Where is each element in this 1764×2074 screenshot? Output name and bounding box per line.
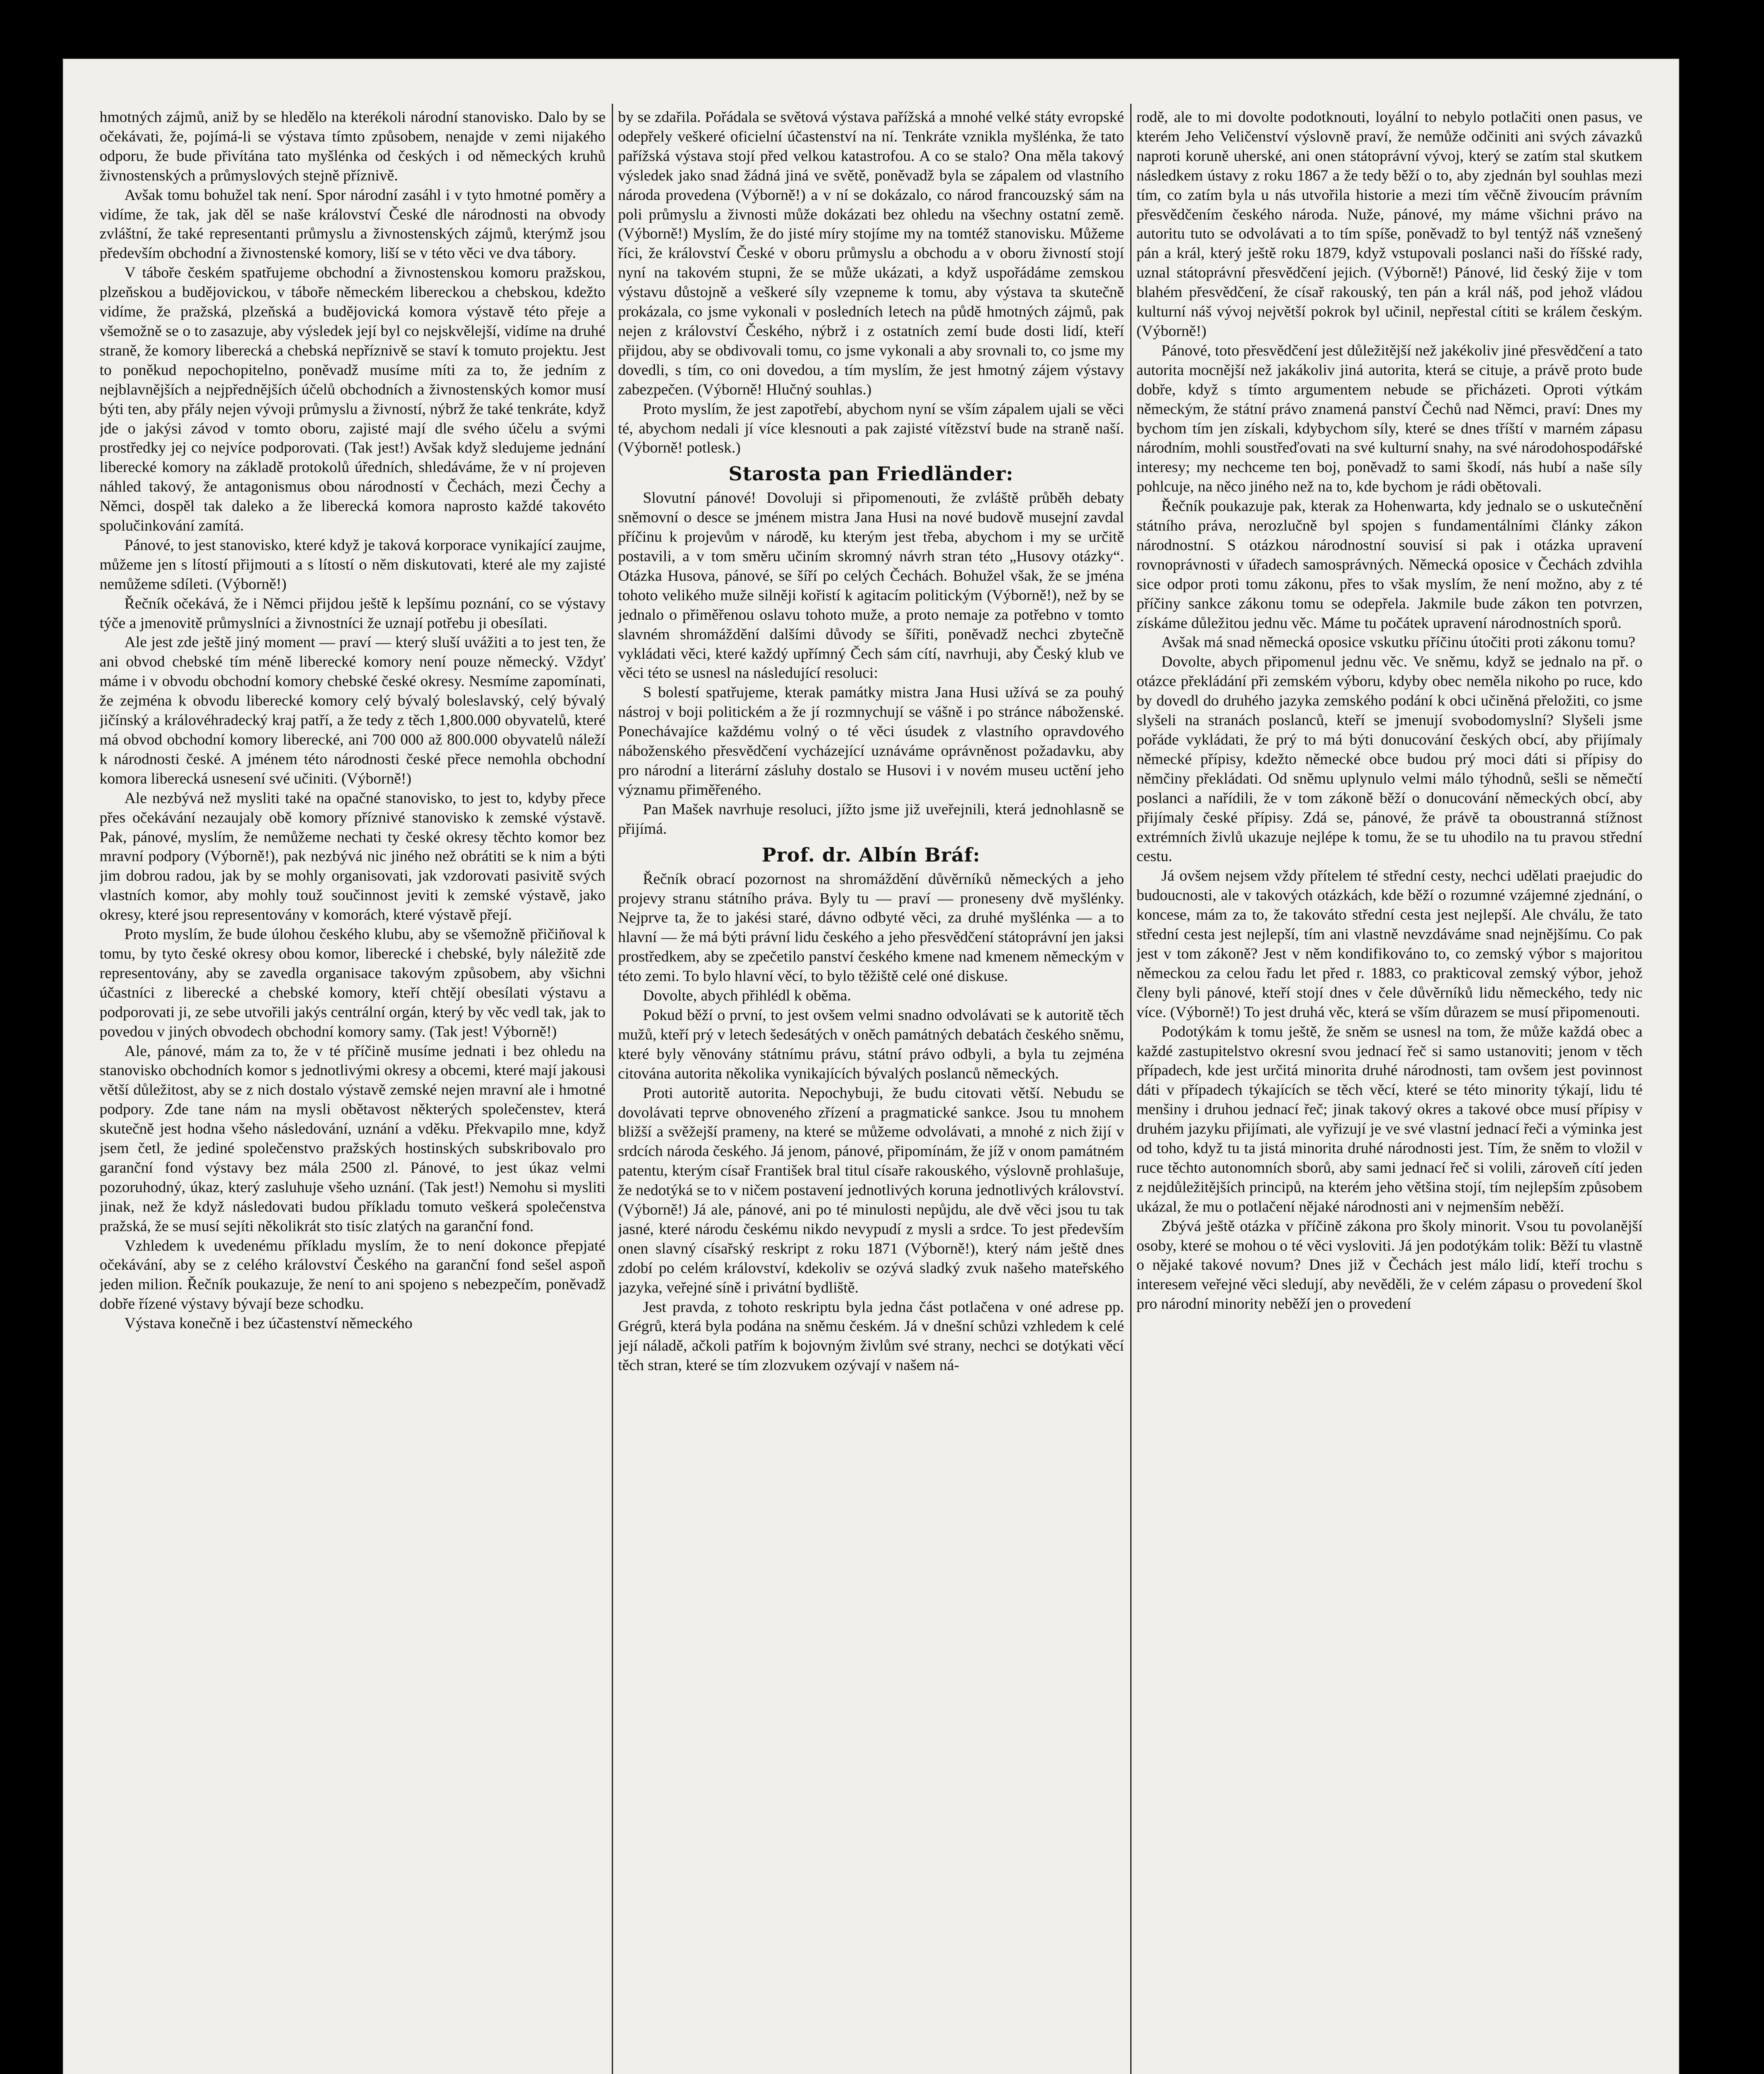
paragraph: Proto myslím, že bude úlohou českého klubu, aby se všemožně přičiňoval k tomu, by tyto české okresy obou komor, liberecké i chebské, byly náležitě zde representovány, aby se zavedla organisace takovým způsobem, aby všichni účastníci z liberecké a chebské komory, kteří chtějí obesílati výstavu a podporovati ji, ze sebe utvořili jakýs centrální orgán, který by věc vedl tak, jak to povedou v jiných obvodech obchodní komory samy. (Tak jest! Výborně!) bbox=[100, 926, 606, 1040]
column-rule bbox=[1130, 104, 1131, 2074]
paragraph: Řečník obrací pozornost na shromáždění důvěrníků německých a jeho projevy stranu státního práva. Byly tu — praví — proneseny dvě myšlénky. Nejprve ta, že to jakési staré, dávno odbyté věci, za druhé myšlénka — a to hlavní — že má býti právní lidu českého a jeho přesvědčení státoprávní jen jaksi prostředkem, aby se zpečetilo panství českého kmene nad kmenem německým v této zemi. To bylo hlavní věcí, to bylo těžiště celé oné diskuse. bbox=[618, 870, 1124, 985]
paragraph: Výstava konečně i bez účastenství německého bbox=[124, 1315, 413, 1332]
paragraph: Avšak tomu bohužel tak není. Spor národní zasáhl i v tyto hmotné poměry a vidíme, že tak, jak děl se naše království České dle národnosti na obvody zvláštní, že také representanti průmyslu a živnostenských zájmů, kterýmž jsou především obchodní a živnostenské komory, liší se v této věci ve dva tábory. bbox=[100, 186, 606, 262]
newspaper-page bbox=[62, 58, 1680, 2074]
paragraph: Jest pravda, z tohoto reskriptu byla jedna část potlačena v oné adrese pp. Grégrů, která byla podána na sněmu českém. Já v dnešní schůzi vzhledem k celé její náladě, ačkoli patřím k bojovným živlům své strany, nechci se dotýkati věcí těch stran, které se tím zlozvukem ozývají v našem ná- bbox=[618, 1298, 1124, 1374]
column-rule bbox=[612, 104, 613, 2074]
paragraph: Pánové, to jest stanovisko, které když je taková korporace vynikající zaujme, můžeme jen s lítostí přijmouti a s lítostí o něm diskutovati, které ale my zajisté nemůžeme sdíleti. (Výborně!) bbox=[100, 536, 606, 593]
speaker-heading: Prof. dr. Albín Bráf: bbox=[762, 843, 981, 866]
speaker-heading: Starosta pan Friedländer: bbox=[728, 463, 1014, 485]
scan-border-left bbox=[0, 0, 62, 2074]
paragraph: Ale nezbývá než mysliti také na opačné stanovisko, to jest to, kdyby přece přes očekávání nezaujaly obě komory příznivé stanovisko k zemské výstavě. Pak, pánové, myslím, že nemůžeme nechati ty české okresy těchto komor bez mravní podpory (Výborně!), pak nezbývá nic jiného než obrátiti se k nim a býti jim dobrou radou, jak by se mohly organisovati, jak vzdorovati pasivitě svých vlastních komor, aby mohly touž součinnost jeviti k zemské výstavě, jako okresy, které jsou representovány v komorách, které výstavě přejí. bbox=[100, 789, 606, 924]
paragraph: Podotýkám k tomu ještě, že sněm se usnesl na tom, že může každá obec a každé zastupitelstvo okresní svou jednací řeč si samo ustanoviti; jenom v těch případech, kde jest určitá minorita druhé národnosti, tam ovšem jest povinnost dáti v případech týkajících se těch věcí, které se této minority týkají, lidu té menšiny i druhou jednací řeč; jinak takový okres a takové obce musí přípisy v druhém jazyku přijímati, ale vyřizují je ve své vlastní jednací řeči a výminka jest od toho, když tu ta jistá minorita druhé národnosti jest. Tím, že sněm to vložil v ruce těchto autonomních sborů, aby sami jednací řeč si volili, zároveň cítí jeden z nejdůležitějších principů, na kterém jeho většina stojí, tím nejlepším způsobem ukázal, že mu o potlačení nějaké národnosti ani v nejmenším neběží. bbox=[1136, 1023, 1642, 1215]
paragraph: Slovutní pánové! Dovoluji si připomenouti, že zvláště průběh debaty sněmovní o desce se jménem mistra Jana Husi na nové budově musejní zavdal příčinu k projevům v národě, ku kterým jest třeba, abychom i my se určitě postavili, a v tom směru učiním skromný návrh stran této „Husovy otázky“. Otázka Husova, pánové, se šíří po celých Čechách. Bohužel však, že se jména tohoto velikého muže silněji kořistí k agitacím politickým (Výborně!), než by se jednalo o přiměřenou oslavu tohoto muže, a proto nemaje za potřebno v tomto slavném shromáždění dalšími důvody se šířiti, poněvadž nechci zbytečně vykládati věci, které každý upřímný Čech sám cítí, navrhuji, aby Český klub ve věci této se usnesl na následující resoluci: bbox=[618, 489, 1124, 682]
paragraph: by se zdařila. Pořádala se světová výstava pařížská a mnohé velké státy evropské odepřely veškeré oficielní účastenství na ní. Tenkráte vznikla myšlénka, že tato pařížská výstava stojí před velkou katastrofou. A co se stalo? Ona měla takový výsledek jako snad žádná jiná ve světě, poněvadž byla se zápalem od vlastního národa provedena (Výborně!) a v ní se dokázalo, co národ francouzský sám na poli průmyslu a živnosti může dokázati bez ohledu na všechny ostatní země. (Výborně!) Myslím, že do jisté míry stojíme my na tomtéž stanovisku. Můžeme říci, že království České v oboru průmyslu a obchodu a v oboru živností stojí nyní na takovém stupni, že se může ukázati, a když uspořádáme zemskou výstavu důstojně a veškeré síly vzepneme k tomu, aby výstava ta skutečně prokázala, co jsme vykonali v posledních letech na půdě hmotných zájmů, pak nejen z království Českého, nýbrž i z ostatních zemí bude dosti lidí, kteří přijdou, aby se obdivovali tomu, co jsme vykonali a aby srovnali to, co jsme my dovedli, s tím, co oni dovedou, a tím myslím, že jest hmotný zájem výstavy zabezpečen. (Výborně! Hlučný souhlas.) bbox=[618, 109, 1124, 398]
paragraph: Dovolte, abych připomenul jednu věc. Ve sněmu, když se jednalo na př. o otázce překládání při zemském výboru, kdyby obec neměla nikoho po ruce, kdo by dovedl do druhého jazyka zemského podání k obci učiněná přeložiti, co jsme slyšeli na stranách poslanců, kteří se jmenují svobodomyslní? Slyšeli jsme pořáde vykládati, že prý to má býti donucování českých obcí, aby přijímaly německé přípisy, kdežto německé obce budou prý moci dáti si přípisy do němčiny překládati. Od sněmu uplynulo velmi málo týhodnů, sešli se němečtí poslanci a nařídili, že v tom zákoně běží o donucování německých obcí, aby přijímaly české přípisy. Zdá se, pánové, že právě ta oboustranná stížnost extrémních živlů ukazuje nejlépe k tomu, že se tu uhodilo na tu pravou střední cestu. bbox=[1136, 653, 1642, 865]
paragraph: hmotných zájmů, aniž by se hledělo na kterékoli národní stanovisko. Dalo by se očekávati, že, pojímá-li se výstava tímto způsobem, nenajde v zemi nijakého odporu, že bude přivítána tato myšlénka od českých i od německých kruhů živnostenských a průmyslových stejně příznivě. bbox=[100, 109, 606, 184]
paragraph: rodě, ale to mi dovolte podotknouti, loyální to nebylo potlačiti onen pasus, ve kterém Jeho Veličenství výslovně praví, že nemůže odčiniti ani svých závazků naproti koruně uherské, ani onen státoprávní vývoj, který se zatím stal skutkem následkem ústavy z roku 1867 a že tedy běží o to, aby zjednán byl souhlas mezi tím, co zatím byla u nás utvořila historie a mezi tím věčně živoucím právním přesvědčením českého národa. Nuže, pánové, my máme všichni právo na autoritu tuto se odvolávati a to tím spíše, poněvadž to byl tentýž náš vznešený pán a král, který ještě roku 1879, když vstupovali poslanci naši do říšské rady, uznal státoprávní přesvědčení jejich. (Výborně!) Pánové, lid český žije v tom blahém přesvědčení, že císař rakouský, ten pán a král náš, pod jehož vládou kulturní náš vývoj největší pokrok byl učinil, nepřestal cítiti se králem českým. (Výborně!) bbox=[1136, 109, 1642, 340]
paragraph: V táboře českém spatřujeme obchodní a živnostenskou komoru pražskou, plzeňskou a budějovickou, v táboře německém libereckou a chebskou, kdežto vidíme, že pražská, plzeňská a budějovická komora výstavě této přeje a všemožně se o to zasazuje, aby výsledek její byl co nejskvělejší, vidíme na druhé straně, že komory liberecká a chebská nepříznivě se staví k tomuto projektu. Jest to poněkud nepochopitelno, poněvadž musíme míti za to, že jedním z nejblavnějších a nejpřednějších účelů obchodních a živnostenských komor musí býti ten, aby přály nejen vývoji průmyslu a živností, nýbrž že také tenkráte, když jde o jakýsi závod v tomto oboru, zajisté mají dle svého účelu a svými prostředky jej co nejvíce podporovati. (Tak jest!) Avšak když sledujeme jednání liberecké komory na základě protokolů úředních, shledáváme, že v ní projeven náhled takový, že antagonismus obou národností v Čechách, mezi Čechy a Němci, dospěl tak daleko a že liberecká komora naprosto každé takovéto spolučinkování zamítá. bbox=[100, 264, 606, 535]
paragraph: Proto myslím, že jest zapotřebí, abychom nyní se vším zápalem ujali se věci té, abychom nedali jí více klesnouti a pak zajisté vítězství bude na straně naší. (Výborně! potlesk.) bbox=[618, 400, 1124, 457]
paragraph: Ale jest zde ještě jiný moment — praví — který sluší uvážiti a to jest ten, že ani obvod chebské tím méně liberecké komory není pouze německý. Vždyť máme i v obvodu obchodní komory chebské české okresy. Nesmíme zapomínati, že zejména k obvodu liberecké komory celý bývalý boleslavský, celý bývalý jičínský a královéhradecký kraj patří, a že tedy z těch 1,800.000 obyvatelů, které má obvod obchodní komory liberecké, ani 700 000 až 800.000 obyvatelů náleží k národnosti české. A jménem této národnosti české přece nemohla obchodní komora liberecká usnesení své učiniti. (Výborně!) bbox=[100, 634, 606, 787]
paragraph: Zbývá ještě otázka v příčině zákona pro školy minorit. Vsou tu povolanější osoby, které se mohou o té věci vysloviti. Já jen podotýkám tolik: Běží tu vlastně o nějaké takové novum? Dnes již v Čechách jest málo lidí, kteří trochu s interesem veřejné věci sledují, aby nevěděli, že v celém zápasu o provedení škol pro národní minority neběží jen o provedení bbox=[1136, 1217, 1642, 1313]
scan-border-right bbox=[1680, 0, 1764, 2074]
paragraph: Řečník očekává, že i Němci přijdou ještě k lepšímu poznání, co se výstavy týče a jmenovitě průmyslníci a živnostníci že uznají potřebu ji obesílati. bbox=[100, 595, 606, 632]
column-3 bbox=[1136, 108, 1642, 2074]
paragraph: Pokud běží o první, to jest ovšem velmi snadno odvolávati se k autoritě těch mužů, kteří prý v letech šedesátých v oněch památných debatách českého sněmu, které byly věnovány státnímu právu, státní právo odbyli, a byla tu zejména citována autorita několika vynikajících bývalých poslanců německých. bbox=[618, 1006, 1124, 1082]
paragraph: Dovolte, abych přihlédl k oběma. bbox=[643, 987, 851, 1005]
paragraph: Já ovšem nejsem vždy přítelem té střední cesty, nechci udělati praejudic do budoucnosti, ale v takových otázkách, kde běží o rozumné vzájemné zjednání, o koncese, mám za to, že takováto střední cesta jest nejlepší. Ale chválu, že tato střední cesta jest nejlepší, tím ani vlastně nevzdáváme snad nejnějšímu. Co pak jest v tom zákoně? Jest v něm kondifikováno to, co zemský výbor s majoritou německou za celou řadu let před r. 1883, co prakticoval zemský výbor, jehož členy byli pánové, kteří stojí dnes v čele důvěrníků lidu německého, tedy nic více. (Výborně!) To jest druhá věc, která se vším důrazem se musí připomenouti. bbox=[1136, 867, 1642, 1021]
paragraph: Pan Mašek navrhuje resoluci, jížto jsme již uveřejnili, která jednohlasně se přijímá. bbox=[618, 801, 1124, 837]
paragraph: Proti autoritě autorita. Nepochybuji, že budu citovati větší. Nebudu se dovolávati teprve obnoveného zřízení a pragmatické sankce. Jsou tu mnohem bližší a svěžejší prameny, na které se můžeme odvolávati, a mnohé z nich žijí v srdcích národa českého. Já jenom, pánové, připomínám, že jíž v onom památném patentu, kterým císař František bral titul císaře rakouského, výslovně prohlašuje, že nedotýká se to v ničem postavení jednotlivých koruna jednotlivých království. (Výborně!) Já ale, pánové, ani po té minulosti nepůjdu, ale dvě věci jsou tu tak jasné, které národu českému nikdo nevypudí z mysli a srdce. To jest především onen slavný císařský reskript z roku 1871 (Výborně!), který nám ještě dnes zdobí po celém království, kdekoliv se ozývá sladký zvuk našeho mateřského jazyka, veřejné síně i privátní bydliště. bbox=[618, 1084, 1124, 1296]
paragraph: Vzhledem k uvedenému příkladu myslím, že to není dokonce přepjaté očekávání, aby se z celého království Českého na garanční fond sešel aspoň jeden milion. Řečník poukazuje, že není to ani spojeno s nebezpečím, poněvadž dobře řízené výstavy bývají beze schodku. bbox=[100, 1237, 606, 1313]
paragraph: Řečník poukazuje pak, kterak za Hohenwarta, kdy jednalo se o uskutečnění státního práva, nerozlučně byl spojen s fundamentálními články zákon národnostní. S otázkou národnostní souvisí si pak i otázka upravení rovnoprávnosti v úřadech samosprávných. Německá oposice v Čechách zdvihla sice odpor proti tomu zákonu, přes to však myslím, že není možno, aby z té příčiny sankce zákonu tomu se odepřela. Jakmile bude zákon ten potvrzen, získáme důležitou jednu věc. Máme tu počátek upravení národnostních sporů. bbox=[1136, 498, 1642, 632]
paragraph: Ale, pánové, mám za to, že v té příčině musíme jednati i bez ohledu na stanovisko obchodních komor s jednotlivými okresy a obcemi, které mají jakousi větší důležitost, aby se z nich dostalo výstavě zemské nejen mravní ale i hmotné podpory. Zde tane nám na mysli obětavost některých společenstev, která skutečně jest hodna všeho následování, uznání a vděku. Překvapilo mne, když jsem četl, že jediné společenstvo pražských hostinských subskribovalo pro garanční fond výstavy bez mála 2500 zl. Pánové, to jest úkaz velmi pozoruhodný, úkaz, který zasluhuje všeho uznání. (Tak jest!) Nemohu si mysliti jinak, než že když následovati budou příkladu tomuto veškerá společenstva pražská, že se musí sejíti několikrát sto tisíc zlatých na garanční fond. bbox=[100, 1042, 606, 1235]
column-2 bbox=[618, 108, 1124, 2074]
paragraph: S bolestí spatřujeme, kterak památky mistra Jana Husi užívá se za pouhý nástroj v boji politickém a že jí rozmnychují se vášně i po stránce náboženské. Ponechávajíce každému volný o té věci úsudek z vlastního opravdového náboženského přesvědčení vycházející uznáváme oprávněnost požadavku, aby pro národní a literární zásluhy dostalo se Husovi i v novém museu uctění jeho významu přiměřeného. bbox=[618, 684, 1124, 798]
paragraph: Avšak má snad německá oposice vskutku příčinu útočiti proti zákonu tomu? bbox=[1161, 634, 1635, 651]
column-1 bbox=[100, 108, 606, 2074]
paragraph: Pánové, toto přesvědčení jest důležitější než jakékoliv jiné přesvědčení a tato autorita mocnější než jakákoliv jiná autorita, která se cituje, a právě proto bude dobře, když s tímto argumentem nebude se přicházeti. Oproti výtkám německým, že státní právo znamená panství Čechů nad Němci, praví: Dnes my bychom tím jen získali, kdybychom síly, které se dnes tříští v marném zápasu národním, mohli soustřeďovati na své kulturní snahy, na své národohospodářské interesy; my nechceme ten boj, poněvadž to sami škodí, nás hubí a naše síly pohlcuje, na něco jiného než na to, kde bychom je rádi obětovali. bbox=[1136, 342, 1642, 496]
